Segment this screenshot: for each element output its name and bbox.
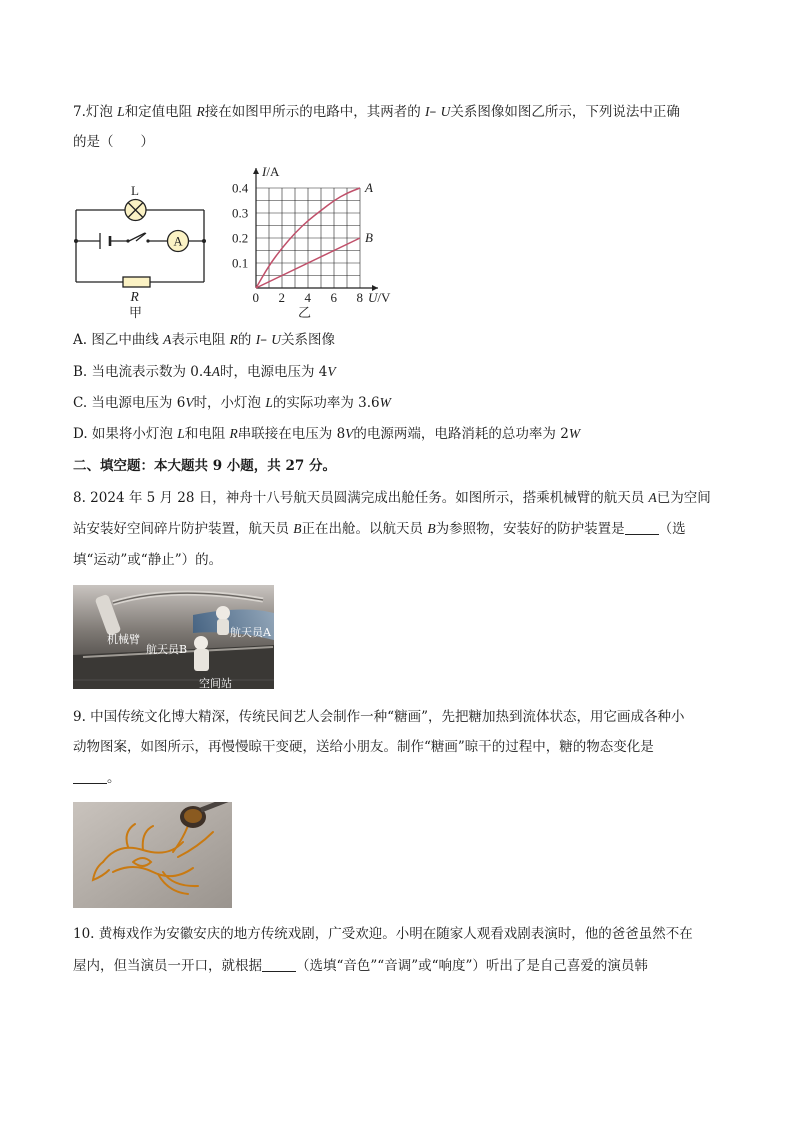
astronaut-photo	[73, 585, 274, 689]
x-tick-label: 6	[330, 290, 337, 305]
q7-stem-line-1: 7.灯泡 L和定值电阻 R接在如图甲所示的电路中，其两者的 I– U关系图像如图乙所示，下列说法中正确	[73, 104, 680, 120]
q10-stem-line-1: 10. 黄梅戏作为安徽安庆的地方传统戏剧，广受欢迎。小明在随家人观看戏剧表演时，他的爸爸虽然不在	[73, 926, 693, 942]
q7-stem-line-2: 的是（ ）	[73, 134, 154, 150]
q7-option-b: B. 当电流表示数为 0.4A时，电源电压为 4V	[73, 364, 336, 380]
y-axis-arrow	[253, 168, 259, 174]
label-astronaut-a: 航天员A	[230, 626, 271, 639]
circuit-caption: 甲	[129, 305, 143, 320]
q10-stem-line-2: 屋内，但当演员一开口，就根据 （选填“音色”“音调”或“响度”）听出了是自己喜爱的演员韩	[73, 958, 648, 974]
q7-option-d: D. 如果将小灯泡 L和电阻 R串联接在电压为 8V的电源两端，电路消耗的总功率为 2W	[73, 426, 581, 442]
sugar-painting-photo	[73, 802, 232, 908]
x-tick-label: 8	[356, 290, 363, 305]
x-tick-label: 0	[252, 290, 259, 305]
y-tick-label: 0.2	[232, 230, 249, 246]
circuit-diagram	[68, 178, 218, 320]
q9-stem-line-2: 动物图案，如图所示，再慢慢晾干变硬，送给小朋友。制作“糖画”晾干的过程中，糖的物态变化是	[73, 739, 654, 755]
iu-chart	[226, 160, 406, 322]
lamp-symbol	[125, 200, 146, 221]
label-space-station: 空间站	[199, 677, 232, 689]
label-robotic-arm: 机械臂	[107, 633, 140, 646]
y-axis-label: I/A	[262, 164, 280, 179]
y-tick-label: 0.1	[232, 255, 249, 271]
q7-option-c: C. 当电源电压为 6V时，小灯泡 L的实际功率为 3.6W	[73, 395, 391, 411]
q8-stem-line-2: 站安装好空间碎片防护装置，航天员 B正在出舱。以航天员 B为参照物，安装好的防护装置是 （选	[73, 521, 686, 537]
chart-caption: 乙	[298, 305, 312, 320]
section-heading-fill-in: 二、填空题：本大题共 9 小题，共 27 分。	[73, 458, 336, 474]
x-tick-label: 2	[278, 290, 285, 305]
ammeter-label: A	[173, 234, 183, 249]
label-astronaut-b: 航天员B	[146, 643, 188, 656]
q8-stem-line-3: 填“运动”或“静止”）的。	[73, 552, 223, 568]
q9-stem-line-3: 。	[73, 768, 121, 788]
q8-stem-line-1: 8. 2024 年 5 月 28 日，神舟十八号航天员圆满完成出舱任务。如图所示，搭乘机械臂的航天员 A已为空间	[73, 490, 711, 506]
q9-stem-line-1: 9. 中国传统文化博大精深，传统民间艺人会制作一种“糖画”，先把糖加热到流体状态，用它画成各种小	[73, 709, 685, 725]
y-tick-label: 0.3	[232, 205, 249, 221]
ammeter-symbol	[168, 231, 189, 252]
lamp-label: L	[131, 183, 139, 198]
x-axis-label: U/V	[368, 290, 391, 305]
resistor-symbol	[123, 277, 150, 287]
y-tick-label: 0.4	[232, 180, 249, 196]
series-label-A: A	[365, 180, 373, 195]
resistor-label: R	[130, 289, 139, 304]
x-tick-label: 4	[304, 290, 311, 305]
q7-option-a: A. 图乙中曲线 A表示电阻 R的 I– U关系图像	[73, 332, 336, 348]
series-label-B: B	[365, 230, 373, 245]
battery-symbol	[100, 233, 110, 249]
